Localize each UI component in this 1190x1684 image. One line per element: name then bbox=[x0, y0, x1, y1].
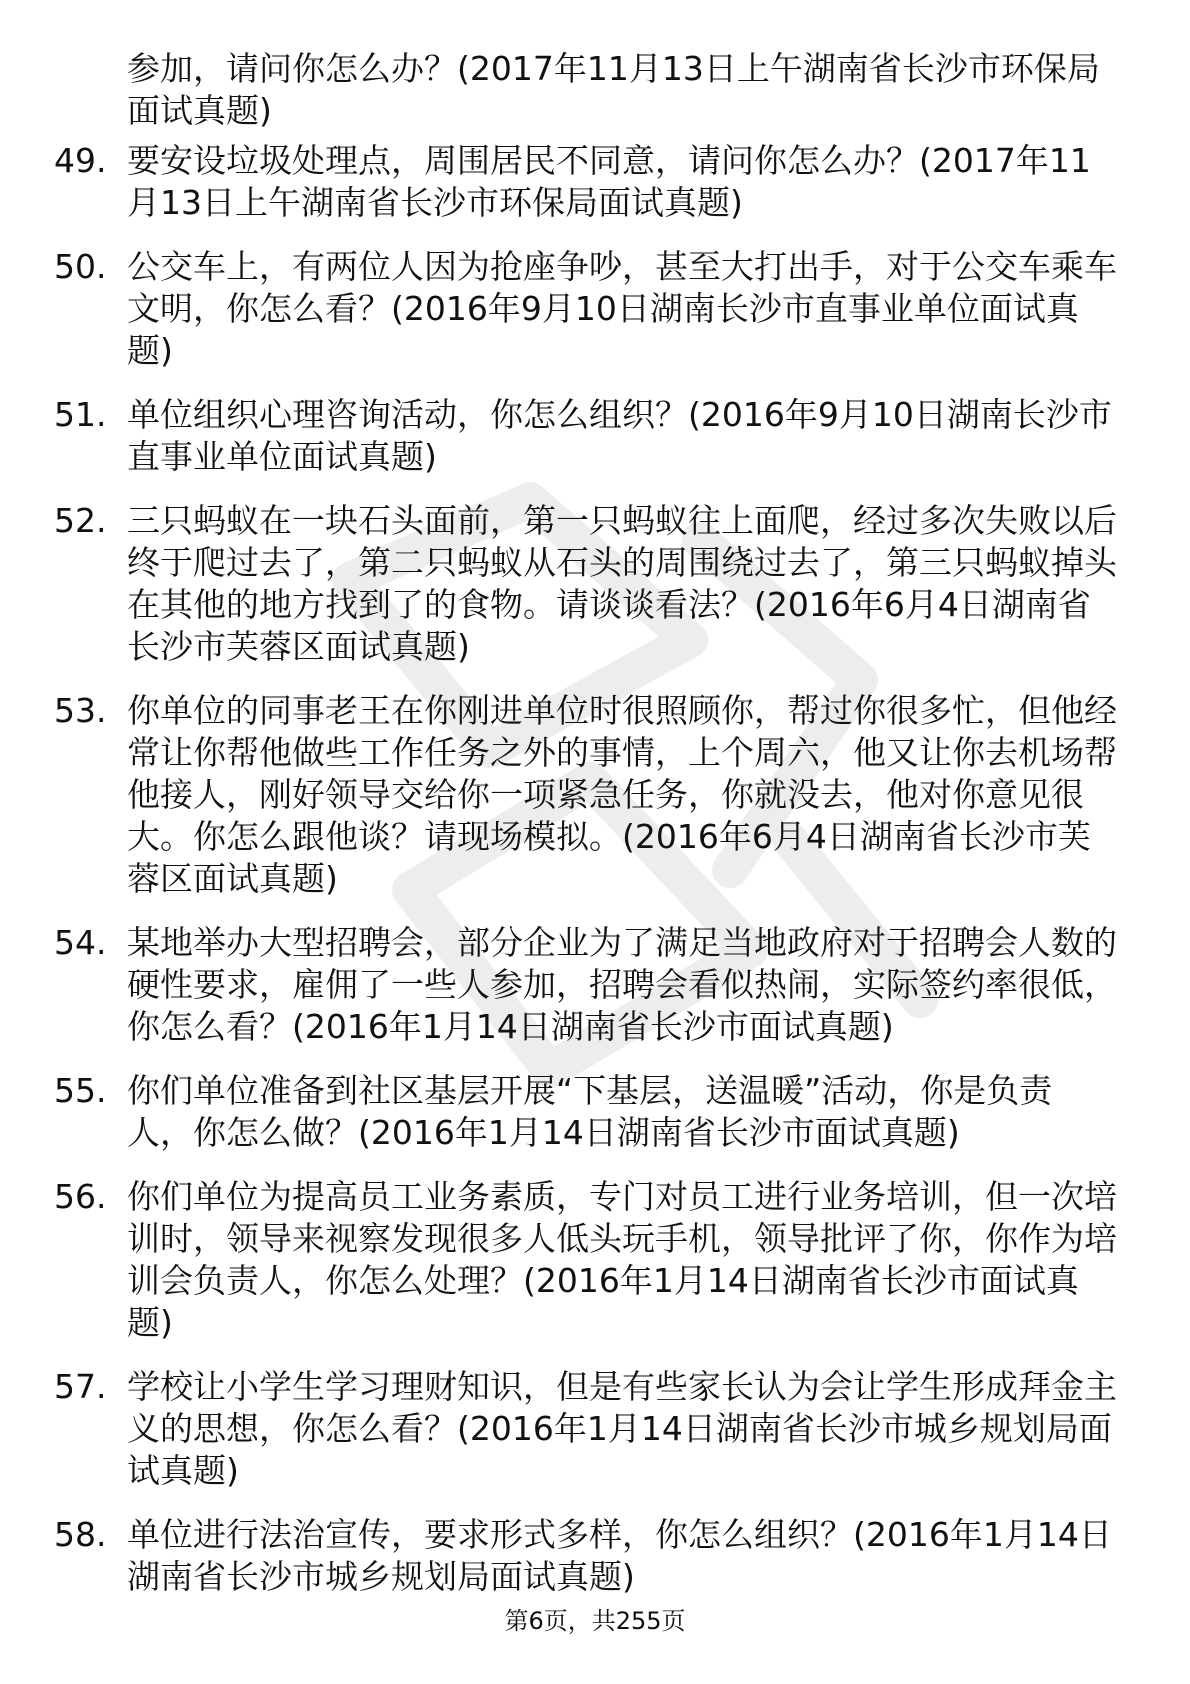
question-item bbox=[0, 690, 1117, 900]
question-item bbox=[0, 394, 1117, 478]
question-text: 你单位的同事老王在你刚进单位时很照顾你，帮过你很多忙，但他经常让你帮他做些工作任务之外的事情，上个周六，他又让你去机场帮他接人，刚好领导交给你一项紧急任务，你就没去，他对你意见很大。你怎么跟他谈？请现场模拟。(2016年6月4日湖南省长沙市芙蓉区面试真题) bbox=[127, 691, 1117, 898]
question-number: 54. bbox=[54, 923, 107, 962]
question-number: 55. bbox=[54, 1071, 107, 1110]
question-number: 52. bbox=[54, 501, 107, 540]
question-number: 56. bbox=[54, 1177, 107, 1216]
question-text: 要安设垃圾处理点，周围居民不同意，请问你怎么办？(2017年11月13日上午湖南省长沙市环保局面试真题) bbox=[127, 141, 1091, 222]
question-number: 50. bbox=[54, 247, 107, 286]
question-text: 单位组织心理咨询活动，你怎么组织？(2016年9月10日湖南长沙市直事业单位面试真题) bbox=[127, 395, 1112, 476]
question-text: 单位进行法治宣传，要求形式多样，你怎么组织？(2016年1月14日湖南省长沙市城乡规划局面试真题) bbox=[127, 1515, 1112, 1596]
question-number: 49. bbox=[54, 141, 107, 180]
question-number: 58. bbox=[54, 1515, 107, 1554]
question-list bbox=[0, 140, 1190, 1620]
question-number: 57. bbox=[54, 1367, 107, 1406]
question-item bbox=[0, 1366, 1117, 1492]
question-text: 某地举办大型招聘会，部分企业为了满足当地政府对于招聘会人数的硬性要求，雇佣了一些人参加，招聘会看似热闹，实际签约率很低，你怎么看？(2016年1月14日湖南省长沙市面试真题) bbox=[127, 923, 1117, 1046]
question-item bbox=[0, 1514, 1117, 1598]
question-number: 53. bbox=[54, 691, 107, 730]
question-item bbox=[0, 140, 1117, 224]
question-item bbox=[0, 1070, 1117, 1154]
question-item bbox=[0, 1176, 1117, 1344]
question-text: 公交车上，有两位人因为抢座争吵，甚至大打出手，对于公交车乘车文明，你怎么看？(2016年9月10日湖南长沙市直事业单位面试真题) bbox=[127, 247, 1117, 370]
question-continuation: 参加，请问你怎么办？(2017年11月13日上午湖南省长沙市环保局面试真题) bbox=[127, 49, 1100, 130]
question-text: 你们单位准备到社区基层开展“下基层，送温暖”活动，你是负责人，你怎么做？(2016年1月14日湖南省长沙市面试真题) bbox=[127, 1071, 1053, 1152]
question-text: 你们单位为提高员工业务素质，专门对员工进行业务培训，但一次培训时，领导来视察发现很多人低头玩手机，领导批评了你，你作为培训会负责人，你怎么处理？(2016年1月14日湖南省长沙市面试真题) bbox=[127, 1177, 1117, 1342]
question-item bbox=[0, 500, 1117, 668]
question-number: 51. bbox=[54, 395, 107, 434]
question-text: 学校让小学生学习理财知识，但是有些家长认为会让学生形成拜金主义的思想，你怎么看？(2016年1月14日湖南省长沙市城乡规划局面试真题) bbox=[127, 1367, 1117, 1490]
question-item bbox=[0, 246, 1117, 372]
page-footer: 第6页，共255页 bbox=[504, 1607, 686, 1635]
question-item bbox=[0, 922, 1117, 1048]
question-text: 三只蚂蚁在一块石头面前，第一只蚂蚁往上面爬，经过多次失败以后终于爬过去了，第二只蚂蚁从石头的周围绕过去了，第三只蚂蚁掉头在其他的地方找到了的食物。请谈谈看法？(2016年6月4日湖南省长沙市芙蓉区面试真题) bbox=[127, 501, 1117, 666]
